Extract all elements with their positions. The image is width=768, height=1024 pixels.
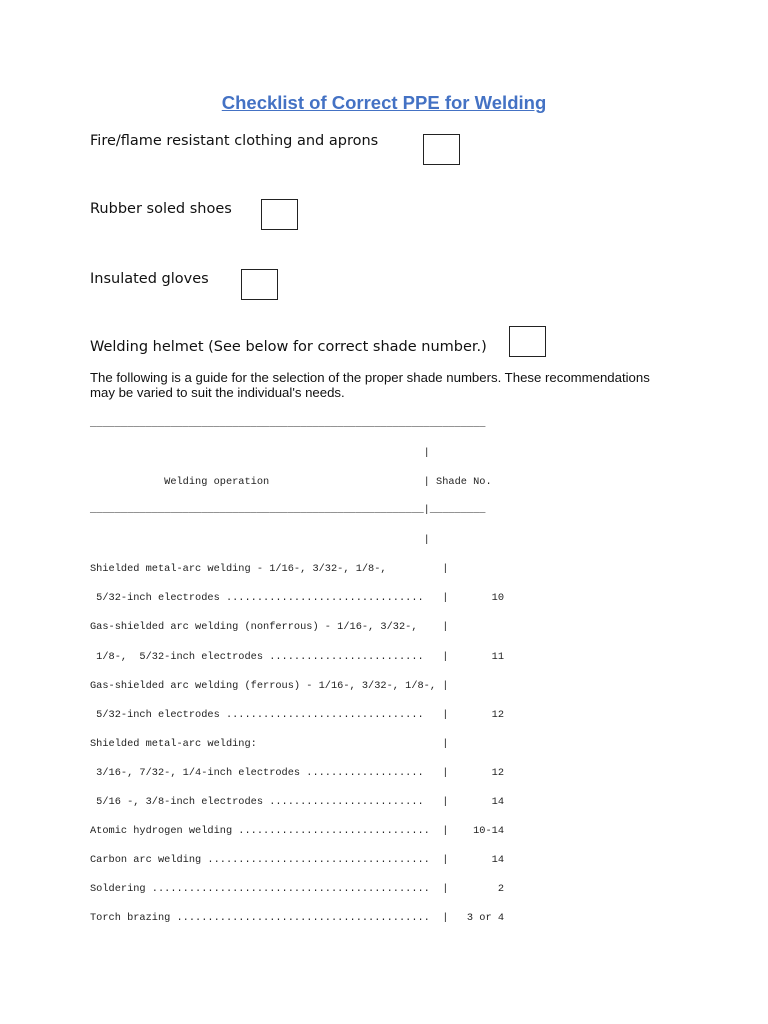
table-header-rule: ______________________________________________________|_________ [90,504,486,516]
table-row: 5/32-inch electrodes ................................ | 10 [90,592,505,604]
checklist-label-shoes: Rubber soled shoes [90,201,232,217]
table-row: 5/32-inch electrodes ................................ | 12 [90,709,505,721]
table-header-bar: | [90,447,430,459]
table-row: 5/16 -, 3/8-inch electrodes ......................... | 14 [90,796,505,808]
table-row: Atomic hydrogen welding ............................... | 10-14 [90,825,505,837]
table-row: Soldering ............................................. | 2 [90,883,505,895]
checklist-label-gloves: Insulated gloves [90,271,209,287]
page-title: Checklist of Correct PPE for Welding [221,92,547,113]
checkbox-clothing[interactable] [423,134,460,165]
table-row: 3/16-, 7/32-, 1/4-inch electrodes ................... | 12 [90,767,505,779]
table-top-rule: ________________________________________________________________ [90,418,486,430]
table-row: Torch brazing ......................................... | 3 or 4 [90,912,505,924]
table-row: Carbon arc welding .................................... | 14 [90,854,505,866]
checkbox-gloves[interactable] [241,269,278,300]
shade-guide-intro: The following is a guide for the selection of the proper shade numbers. These recommendations may be varied to suit the individual's needs. [90,370,650,400]
table-header: Welding operation | Shade No. [90,476,492,488]
checkbox-shoes[interactable] [261,199,298,230]
table-row: Gas-shielded arc welding (ferrous) - 1/16-, 3/32-, 1/8-, | [90,680,449,692]
checklist-label-helmet: Welding helmet (See below for correct shade number.) [90,339,487,355]
table-row: Shielded metal-arc welding - 1/16-, 3/32-, 1/8-, | [90,563,449,575]
table-spacer: | [90,534,430,546]
table-row: 1/8-, 5/32-inch electrodes ......................... | 11 [90,651,505,663]
checklist-label-clothing: Fire/flame resistant clothing and aprons [90,133,379,149]
table-row: Shielded metal-arc welding: | [90,738,449,750]
table-row: Gas-shielded arc welding (nonferrous) - 1/16-, 3/32-, | [90,621,449,633]
checkbox-helmet[interactable] [509,326,546,357]
